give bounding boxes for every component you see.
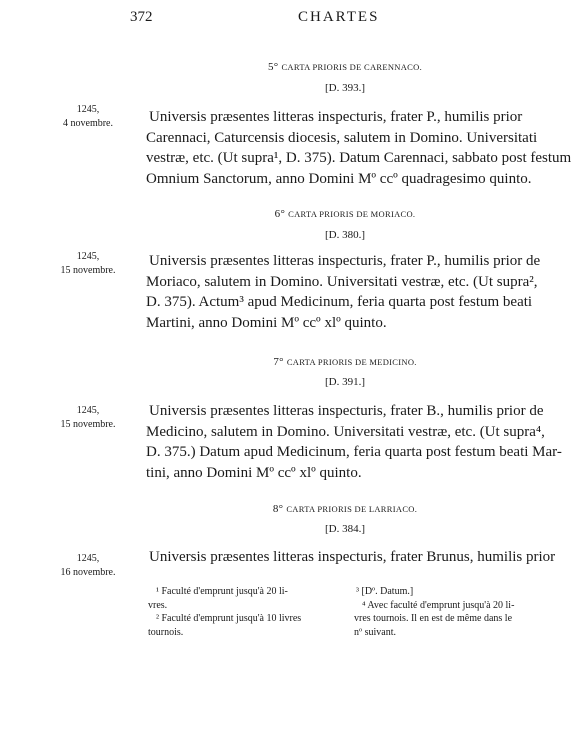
- date-day: 15 novembre.: [60, 265, 116, 276]
- charter-reference: [D. 393.]: [324, 82, 366, 94]
- date-year: 1245,: [76, 405, 100, 416]
- charter-date: [48, 404, 128, 432]
- charter-number: 7°: [273, 356, 284, 368]
- footnotes-right: [354, 585, 544, 639]
- charter-reference: [D. 380.]: [324, 229, 366, 241]
- footnote-line: vres tournois. Il en est de même dans le: [354, 613, 513, 624]
- charter-number: 6°: [274, 208, 286, 220]
- date-year: 1245,: [76, 251, 100, 262]
- text-line: Martini, anno Domini Mº ccº xlº quinto.: [146, 314, 387, 331]
- text-line: D. 375.) Datum apud Medicinum, feria quarta post festum beati Mar-: [146, 444, 562, 460]
- charter-heading: [150, 208, 540, 220]
- text-line: Carennaci, Caturcensis diocesis, salutem in Domino. Universitati: [146, 129, 538, 146]
- charter-heading: [150, 503, 540, 515]
- footnote-line: ¹ Faculté d'emprunt jusqu'à 20 li-: [156, 586, 288, 597]
- footnote-line: nº suivant.: [354, 626, 396, 638]
- charter-heading: [150, 356, 540, 368]
- charter-text: [146, 401, 562, 483]
- charter-date: [48, 250, 128, 278]
- date-year: 1245,: [76, 553, 100, 564]
- charter-title: CARTA PRIORIS DE MEDICINO.: [286, 357, 417, 367]
- text-line: D. 375). Actum³ apud Medicinum, feria quarta post festum beati: [146, 294, 533, 310]
- text-line: tini, anno Domini Mº ccº xlº quinto.: [146, 464, 362, 481]
- text-line: vestræ, etc. (Ut supra¹, D. 375). Datum Carennaci, sabbato post festum: [146, 150, 572, 166]
- charter-text: [146, 547, 556, 568]
- running-title: CHARTES: [298, 9, 380, 25]
- text-line: Moriaco, salutem in Domino. Universitati vestræ, etc. (Ut supra²,: [146, 273, 538, 290]
- text-line: Universis præsentes litteras inspecturis, frater B., humilis prior de: [149, 403, 544, 419]
- charter-date: [48, 552, 128, 580]
- footnote-line: ³ [Dº. Datum.]: [356, 586, 414, 597]
- date-year: 1245,: [76, 104, 100, 115]
- charter-title: CARTA PRIORIS DE CARENNACO.: [281, 62, 423, 72]
- footnote-line: ² Faculté d'emprunt jusqu'à 10 livres: [156, 613, 302, 624]
- charter-reference: [D. 391.]: [324, 376, 366, 388]
- charter-title: CARTA PRIORIS DE MORIACO.: [288, 209, 416, 219]
- footnotes-left: [148, 585, 338, 639]
- charter-text: [146, 251, 540, 333]
- charter-reference: [D. 384.]: [324, 523, 366, 535]
- charter-number: 8°: [272, 503, 284, 515]
- text-line: Universis præsentes litteras inspecturis, frater Brunus, humilis prior: [149, 549, 556, 565]
- page-number: 372: [130, 9, 153, 25]
- footnote-line: ⁴ Avec faculté d'emprunt jusqu'à 20 li-: [362, 599, 515, 611]
- charter-date: [48, 103, 128, 131]
- charter-number: 5°: [267, 61, 279, 73]
- charter-title: CARTA PRIORIS DE LARRIACO.: [286, 504, 418, 514]
- date-day: 4 novembre.: [63, 118, 113, 129]
- date-day: 15 novembre.: [60, 419, 116, 430]
- charter-heading: [150, 61, 540, 73]
- text-line: Medicino, salutem in Domino. Universitati vestræ, etc. (Ut supra⁴,: [146, 423, 545, 440]
- text-line: Universis præsentes litteras inspecturis, frater P., humilis prior de: [149, 253, 541, 269]
- date-day: 16 novembre.: [60, 567, 116, 578]
- text-line: Omnium Sanctorum, anno Domini Mº ccº quadragesimo quinto.: [146, 170, 532, 187]
- footnote-line: tournois.: [148, 626, 184, 638]
- footnote-line: vres.: [148, 599, 168, 611]
- charter-text: [146, 107, 572, 189]
- text-line: Universis præsentes litteras inspecturis, frater P., humilis prior: [149, 109, 523, 125]
